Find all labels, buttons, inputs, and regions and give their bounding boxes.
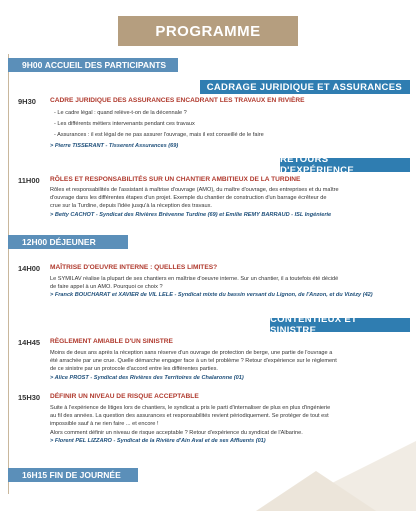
item-time: 9H30 xyxy=(18,97,36,106)
item-time: 11H00 xyxy=(18,176,40,185)
section-cadrage: CADRAGE JURIDIQUE ET ASSURANCES xyxy=(200,80,410,94)
block-time: 16H15 xyxy=(22,470,48,480)
block-time: 9H00 xyxy=(22,60,43,70)
item-title: MAÎTRISE D'OEUVRE INTERNE : QUELLES LIMITES? xyxy=(50,264,218,271)
item-body xyxy=(50,186,405,219)
item-line: au fil des années. La question des assurances et responsabilités revient périodiquement. Se protéger de tout est xyxy=(50,413,329,420)
block-label: DÉJEUNER xyxy=(49,237,96,247)
item-line: été arrachée par une crue. Quelle démarche engager face à un tel problème ? Retour d'expérience sur le règlement xyxy=(50,358,337,365)
item-line: Rôles et responsabilités de l'assistant à maîtrise d'ouvrage (AMO), du maître d'ouvrage, des entreprises et du maître xyxy=(50,187,339,193)
item-line: - Les différents métiers intervenants pendant ces travaux xyxy=(54,121,195,128)
item-line: impossible sauf à ne rien faire ... et encore ! xyxy=(50,421,159,428)
item-title: RÔLES ET RESPONSABILITÉS SUR UN CHANTIER AMBITIEUX DE LA TURDINE xyxy=(50,176,301,183)
block-accueil xyxy=(8,58,178,72)
block-label: FIN DE JOURNÉE xyxy=(49,470,121,480)
item-line: Moins de deux ans après la réception sans réserve d'un ouvrage de protection de berge, une partie de l'ouvrage a xyxy=(50,350,333,356)
item-body xyxy=(50,275,405,300)
item-author: > Franck BOUCHARAT et XAVIER de VIL LELE - Syndicat mixte du bassin versant du Lignon, de l'Anzon, et du Vizézy (42) xyxy=(50,292,373,299)
item-time: 14H45 xyxy=(18,338,41,347)
item-time: 15H30 xyxy=(18,393,41,402)
item-title: DÉFINIR UN NIVEAU DE RISQUE ACCEPTABLE xyxy=(50,393,199,400)
section-retours: RETOURS D'EXPÉRIENCE xyxy=(280,158,410,172)
item-body xyxy=(50,404,405,445)
item-line: crue sur la Turdine, depuis l'idée jusqu'à la réception des travaux. xyxy=(50,203,212,210)
item-author: > Pierre TISSERANT - Tisserent Assurances (69) xyxy=(50,142,179,149)
item-line: d'ouvrage dans les différentes étapes d'un projet. Exemple du chantier de construction d'un barrage écrêteur de xyxy=(50,195,327,202)
item-line: - Assurances : il est légal de ne pas assurer l'ouvrage, mais il est conseillé de le faire xyxy=(54,132,264,139)
block-time: 12H00 xyxy=(22,237,48,247)
item-body xyxy=(50,109,405,150)
block-fin xyxy=(8,468,138,482)
item-line: Le SYMILAV réalise la plupart de ses chantiers en maîtrise d'oeuvre interne. Sur un chantier, il a toutefois été décidé xyxy=(50,276,339,282)
item-line: de ce sinistre par un protocole d'accord entre les différentes parties. xyxy=(50,366,218,373)
block-label: ACCUEIL DES PARTICIPANTS xyxy=(44,60,167,70)
item-time: 14H00 xyxy=(18,264,41,273)
item-title: CADRE JURIDIQUE DES ASSURANCES ENCADRANT LES TRAVAUX EN RIVIÈRE xyxy=(50,97,305,104)
item-author: > Betty CACHOT - Syndicat des Rivières Brévenne Turdine (69) et Emilie REMY BARRAUD - ISL Ingénierie xyxy=(50,211,332,218)
item-line: Suite à l'expérience de litiges lors de chantiers, le syndicat a pris le parti d'internaliser de plus en plus d'ingénierie xyxy=(50,405,331,411)
item-author: > Florent PEL LIZZARO - Syndicat de la Rivière d'Ain Aval et de ses Affluents (01) xyxy=(50,437,266,444)
item-line: - Le cadre légal : quand relève-t-on de la décennale ? xyxy=(54,110,187,116)
item-body xyxy=(50,349,405,382)
item-line: de faire appel à un AMO. Pourquoi ce choix ? xyxy=(50,284,163,291)
block-dejeuner xyxy=(8,235,128,249)
timeline-line xyxy=(8,54,9,494)
item-title: RÈGLEMENT AMIABLE D'UN SINISTRE xyxy=(50,338,173,345)
item-line: Alors comment définir un niveau de risque acceptable ? Retour d'expérience du syndicat de l'Albarine. xyxy=(50,429,303,436)
background-shape-secondary xyxy=(256,471,376,511)
item-author: > Alice PROST - Syndicat des Rivières des Territoires de Chalaronne (01) xyxy=(50,374,244,381)
section-contentieux: CONTENTIEUX ET SINISTRE xyxy=(270,318,410,332)
page-title: PROGRAMME xyxy=(118,16,298,46)
